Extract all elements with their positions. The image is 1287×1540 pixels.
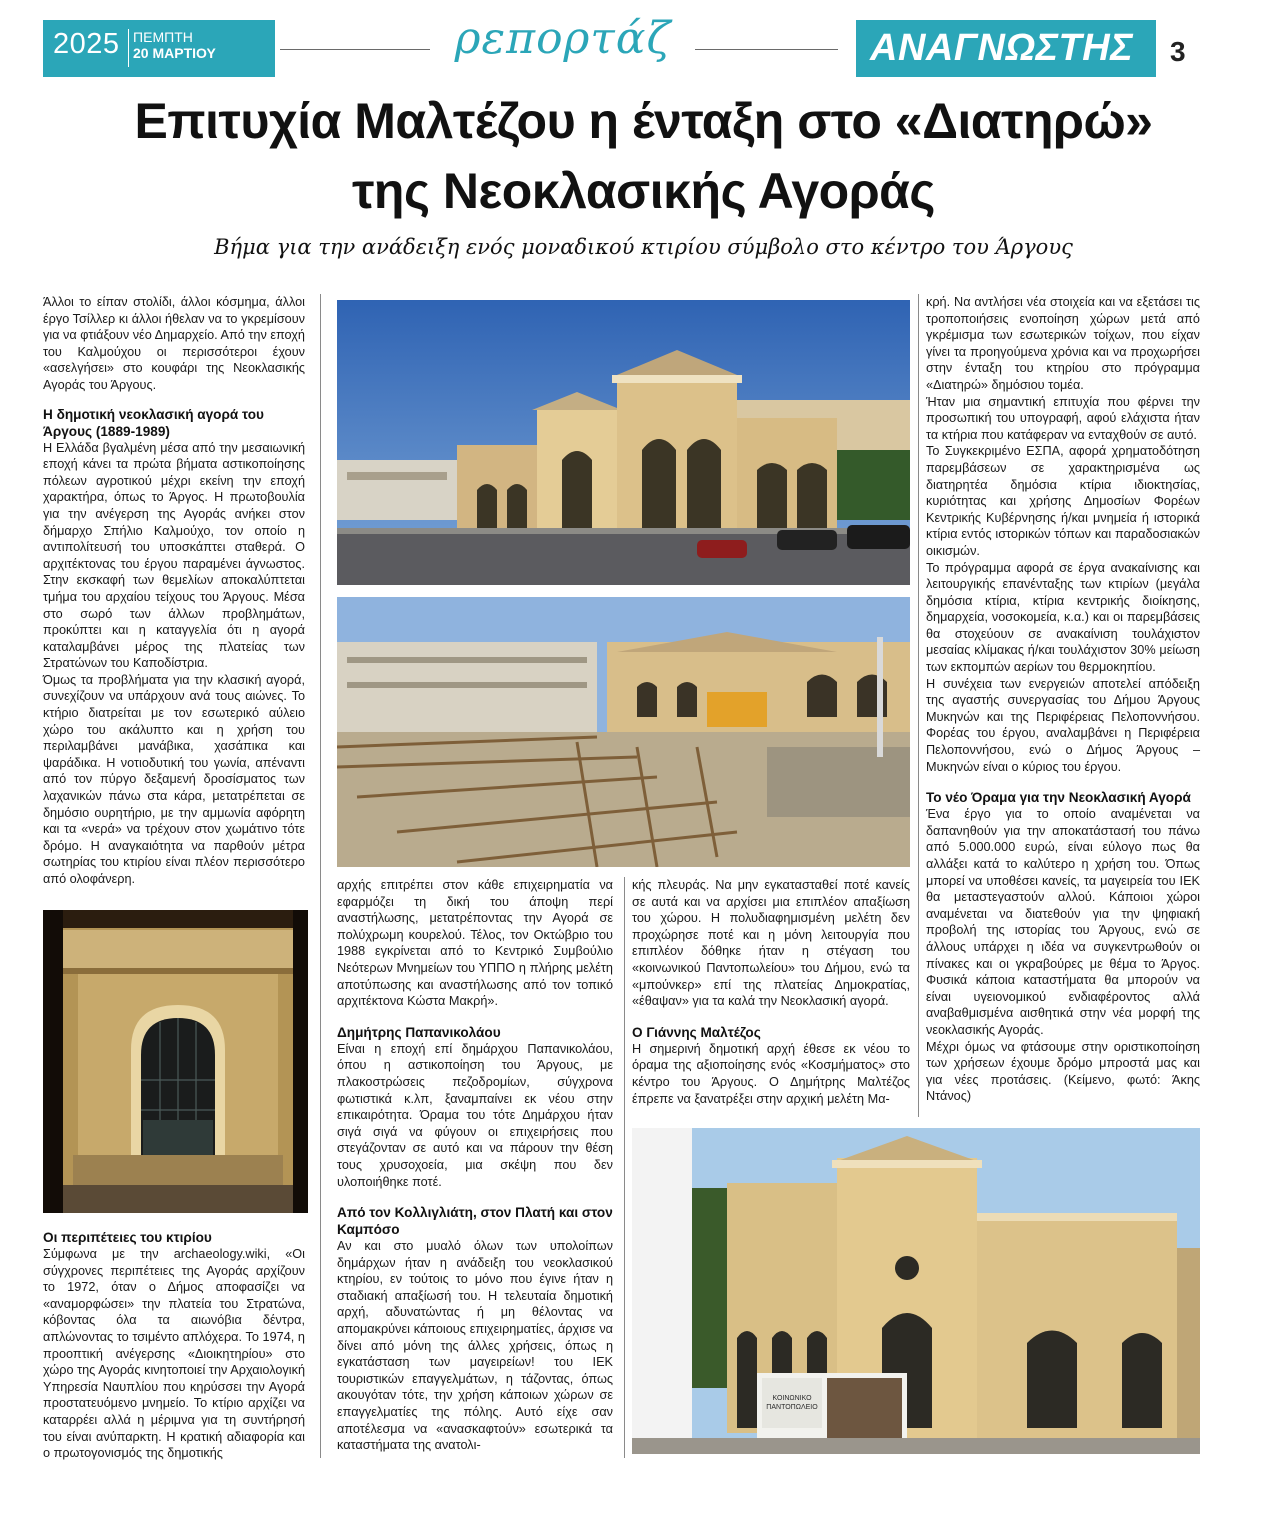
- header-date-block: [43, 20, 275, 77]
- construction-site-image: [337, 597, 910, 867]
- market-corner-image: [632, 1128, 1200, 1454]
- paragraph: κρή. Να αντλήσει νέα στοιχεία και να εξετάσει τις τροποποιήσεις ενοποίηση χώρων μετά από γκρέμισμα των εσωτερικών τοίχων, που είχαν γίνει τα προηγούμενα χρόνια και να προχωρήσει στην ένταξη του κτηρίου στο πρόγραμμα «Διατηρώ» δημόσιου τομέα.: [926, 295, 1200, 392]
- column-1-bottom: [43, 1229, 305, 1462]
- paragraph: Μέχρι όμως να φτάσουμε στην οριστικοποίηση των χρήσεων έχουμε δρόμο μπροστά μας και για νέες προτάσεις. (Κείμενο, φωτό: Άκης Ντάνος): [926, 1039, 1200, 1104]
- column-divider: [624, 877, 625, 1458]
- article-title-line1: Επιτυχία Μαλτέζου η ένταξη στο «Διατηρώ»: [134, 93, 1153, 149]
- issue-day: ΠΕΜΠΤΗ: [133, 29, 193, 45]
- paragraph: Είναι η εποχή επί δημάρχου Παπανικολάου, όπου η αστικοποίηση του Άργους, με πλακοστρώσεις πεζοδρομίων, σύγχρονα φωτιστικά κ.λπ, ξαναμπαίνει εκ νέου στην επικαιρότητα. Όραμα του τότε Δημάρχου ήταν σιγά σιγά να φύγουν οι επιχειρήσεις που στεγάζονταν σε αυτό και να πάρουν την θέση τους χρυσοχοεία, μια σκέψη που δεν υλοποιήθηκε ποτέ.: [337, 1041, 613, 1189]
- section-heading: Από τον Κολλιγλιάτη, στον Πλατή και στον Καμπόσο: [337, 1205, 613, 1238]
- photo-market-building: [337, 300, 910, 585]
- photo-market-corner: [632, 1128, 1200, 1454]
- paragraph: Η σημερινή δημοτική αρχή έθεσε εκ νέου το όραμα της αξιοποίησης ενός «Κοσμήματος» στο κέντρο του Άργους. Ο Δημήτρης Μαλτέζος έπρεπε να ξανατρέξει στην αρχική μελέτη Μα-: [632, 1041, 910, 1106]
- photo-night-entrance: [43, 910, 308, 1213]
- section-heading: Δημήτρης Παπανικολάου: [337, 1024, 501, 1040]
- column-1-top: [43, 294, 305, 888]
- night-entrance-image: [43, 910, 308, 1213]
- column-3: [632, 877, 910, 1107]
- column-divider: [320, 294, 321, 1458]
- newspaper-brand: ΑΝΑΓΝΩΣΤΗΣ: [856, 20, 1156, 77]
- paragraph: Σύμφωνα με την archaeology.wiki, «Οι σύγχρονες περιπέτειες της Αγοράς αρχίζουν το 1972, όταν ο Δήμος αποφασίζει να «αναμορφώσει» την πλατεία του Στρατώνα, κόβοντας όλα τα αιωνόβια δέντρα, απλώνοντας το τσιμέντο απλόχερα. Το 1974, η προοπτική ανέγερσης «Διοικητηρίου» στο χώρο της Αγοράς κινητοποιεί την Αρχαιολογική Υπηρεσία Ναυπλίου που κηρύσσει την Αγορά προστατευόμενο μνημείο. Το κτίριο αρχίζει να καταρρέει αλλά η μέριμνα για τη συντήρησή του είναι ανύπαρκτη. Η κρατική αδιαφορία και ο πρωτογονισμός της δημοτικής: [43, 1247, 305, 1461]
- market-building-image: [337, 300, 910, 585]
- issue-year: 2025: [53, 28, 120, 60]
- section-heading: Ο Γιάννης Μαλτέζος: [632, 1024, 761, 1040]
- section-rule-right: [695, 49, 838, 50]
- article-title-line2: της Νεοκλασικής Αγοράς: [352, 163, 935, 219]
- intro-paragraph: Άλλοι το είπαν στολίδι, άλλοι κόσμημα, άλλοι έργο Τσίλλερ κι άλλοι ήθελαν να το γκρεμίσουν για να φτιάξουν νέο Δημαρχείο. Από την εποχή του Καλμούχου οι περισσότεροι έχουν «ασελγήσει» στο κουφάρι της Νεοκλασικής Αγοράς του Άργους.: [43, 295, 305, 392]
- page-number: 3: [1170, 36, 1186, 67]
- section-name: ρεπορτάζ: [454, 13, 672, 64]
- column-divider: [918, 294, 919, 1117]
- paragraph: Αν και στο μυαλό όλων των υπολοίπων δημάρχων ήταν η ανάδειξη του νεοκλασικού κτηρίου, εν τούτοις το μόνο που έγινε ήταν η σταδιακή απαξίωσή του. Η τελευταία δημοτική αρχή, αδυνατώντας ή μη θέλοντας να απομακρύνει κάποιους επιχειρηματίες, άρχισε να δίνει από μόνη της άλλες χρήσεις, όπως η εγκατάσταση των μαγειρείων! του ΙΕΚ τουριστικών επαγγελμάτων, η τάζοντας, όπως ακουγόταν τότε, την χρήση κάποιων χώρων σε επαγγελματίες της πόλης. Αυτό είχε σαν αποτέλεσμα να «ανασκαφτούν» εσωτερικά τα καταστήματα της ανατολι-: [337, 1239, 613, 1453]
- paragraph: Όμως τα προβλήματα για την κλασική αγορά, συνεχίζουν να υπάρχουν ανά τους αιώνες. Το κτήριο διατρείται με τον εσωτερικό αύλειο χώρο του ακάλυπτο και η χρήση του περιλαμβάνει μανάβικα, χασάπικα και ψαράδικα. Η νοτιοδυτική του γωνία, απέναντι από τον πύργο δεξαμενή δροσίσματος των λαχανικών πάνω στα κάρα, μετατρέπεται σε δημόσιο ουρητήριο, με την αμμωνία αφόρητη και τα «νερά» να τρέχουν στον χωμάτινο τότε δρόμο. Η αναγκαιότητα να παρθούν μέτρα σωτηρίας του κτιρίου είναι πλέον περισσότερο από ολοφάνερη.: [43, 672, 305, 886]
- paragraph: Ένα έργο για το οποίο αναμένεται να δαπανηθούν για την αποκατάστασή του πάνω από 5.000.000 ευρώ, είναι εύλογο πως θα αλλάξει κατά το καλύτερο η χρήση του. Όπως μπορεί να υποθέσει κανείς, τα μαγειρεία του ΙΕΚ θα μεταστεγαστούν αλλού. Κάποιοι χώροι αναμένεται να διατεθούν για την ψηφιακή προβολή της ιστορίας του Άργους, ενώ σε άλλους υπάρχει η ιδέα να συγκεντρωθούν οι πίνακες και οι γκραβούρες με θέμα το Άργος. Φυσικά κάποια καταστήματα θα μπορούν να είναι υγειονομικού ενδιαφέροντος αλλά αναβαθμισμένα αισθητικά στην νέα μορφή της νεοκλασικής Αγοράς.: [926, 807, 1200, 1037]
- header-divider: [128, 29, 129, 67]
- section-heading: Οι περιπέτειες του κτιρίου: [43, 1230, 212, 1245]
- column-2: [337, 877, 613, 1454]
- issue-date: 20 ΜΑΡΤΙΟΥ: [133, 45, 216, 61]
- paragraph: Το Συγκεκριμένο ΕΣΠΑ, αφορά χρηματοδότηση παρεμβάσεων σε χαρακτηρισμένα ως διατηρητέα δημόσια κτίρια ιδιοκτησίας, κυριότητας και χρήσης Δημοσίων Φορέων Κεντρικής Κυβέρνησης ή/και μνημεία ή ιστορικά κτίρια εντός ιστορικών τόπων και παραδοσιακών οικισμών.: [926, 444, 1200, 558]
- paragraph: Το πρόγραμμα αφορά σε έργα ανακαίνισης και λειτουργικής επανένταξης των κτιρίων (μεγάλα δημόσια κτίρια, κτίρια κεντρικής διοίκησης, δημαρχεία, νοσοκομεία, κ.α.) και οι παρεμβάσεις θα στοχεύουν σε ανακαίνιση τουλάχιστον μεσαίας κλίμακας ή/και τουλάχιστον 30% μείωση των εκπομπών αερίων του θερμοκηπίου.: [926, 560, 1200, 675]
- column-4: [926, 294, 1200, 1105]
- paragraph: κής πλευράς. Να μην εγκατασταθεί ποτέ κανείς σε αυτά και να αρχίσει μια επιπλέον απαξίωση του χώρου. Η πολυδιαφημισμένη μελέτη δεν προχώρησε ποτέ και η μόνη λειτουργία που επιπλέον δόθηκε ήταν η στέγαση του «κοινωνικού Παντοπωλείου» του Δήμου, ενώ τα «μπούνκερ» επί της πλατείας Δημοκρατίας, «έθαψαν» για τα καλά την Νεοκλασική αγορά.: [632, 878, 910, 1009]
- paragraph: Η συνέχεια των ενεργειών αποτελεί απόδειξη της αγαστής συνεργασίας του Δήμου Άργους Μυκηνών και της Περιφέρειας Πελοποννήσου. Φορέας του έργου, αναλαμβάνει η Περιφέρεια Πελοποννήσου, ενώ ο Δήμος Άργους – Μυκηνών είναι ο κύριος του έργου.: [926, 676, 1200, 774]
- kiosk-sign-line2: ΠΑΝΤΟΠΩΛΕΙΟ: [766, 1404, 818, 1411]
- section-heading: Το νέο Όραμα για την Νεοκλασική Αγορά: [926, 790, 1191, 806]
- article-title: [20, 86, 1267, 226]
- section-rule-left: [280, 49, 430, 50]
- kiosk-sign-line1: ΚΟΙΝΩΝΙΚΟ: [772, 1395, 812, 1402]
- photo-construction-site: [337, 597, 910, 867]
- section-heading: Η δημοτική νεοκλασική αγορά του Άργους (1889-1989): [43, 406, 264, 439]
- paragraph: Η Ελλάδα βγαλμένη μέσα από την μεσαιωνική εποχή κάνει τα πρώτα βήματα αστικοποίησης πόλεων αγροτικού μέχρι εκείνη την εποχή χαρακτήρα, όπως το Άργος. Η πρωτοβουλία για την ανέγερση της Αγοράς ανήκει στον δήμαρχο Σπήλιο Καλμούχο, τον οποίο η αντιπολίτευσή του υποσκάπτει σταθερά. Ο αρχιτέκτονας του έργου παραμένει άγνωστος. Στην εκσκαφή των θεμελίων αποκαλύπτεται τμήμα του αρχαίου τείχους του Άργους. Μέσα στο σωρό των άλλων προβλημάτων, προκύπτει και η καταγγελία ότι η αγορά καταλαμβάνει μέρος της πλατείας των Στρατώνων του Καποδίστρια.: [43, 440, 305, 671]
- paragraph: αρχής επιτρέπει στον κάθε επιχειρηματία να εφαρμόζει τη δική του άποψη περί αναστήλωσης, μετατρέποντας την Αγορά σε πολύχρωμη κουρελού. Τέλος, τον Οκτώβριο του 1988 εγκρίνεται από το Κεντρικό Συμβούλιο Νεότερων Μνημείων του ΥΠΠΟ η πλήρης μελέτη αποτύπωσης και αναστήλωσης από τον τοπικό αρχιτέκτονα Κώστα Μακρή».: [337, 878, 613, 1009]
- paragraph: Ήταν μια σημαντική επιτυχία που φέρνει την προσωπική του υπογραφή, αφού ελάχιστα ήταν τα κτήρια που κατάφεραν να ενταχθούν σε αυτό.: [926, 394, 1200, 442]
- article-subtitle: Βήμα για την ανάδειξη ενός μοναδικού κτιρίου σύμβολο στο κέντρο του Άργους: [214, 235, 1073, 259]
